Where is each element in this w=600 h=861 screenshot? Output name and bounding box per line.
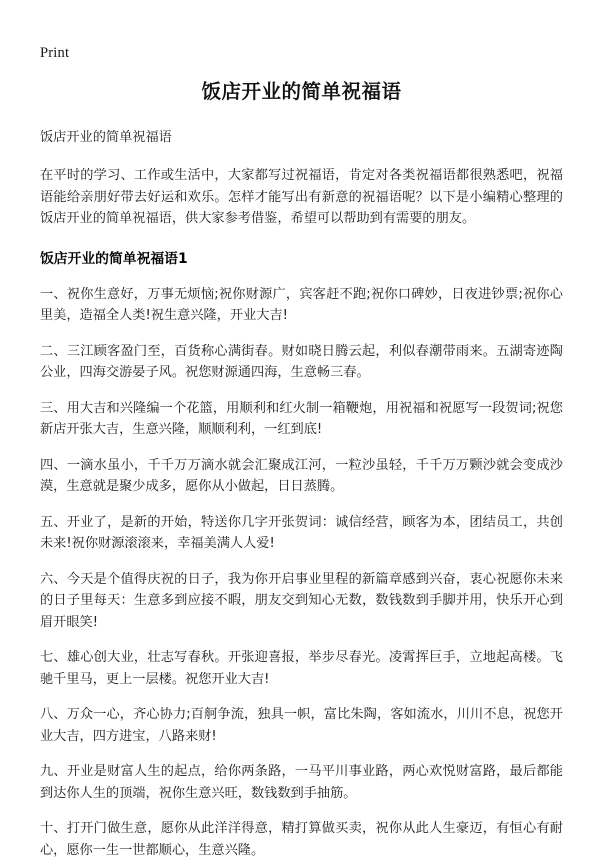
list-item: 一、祝你生意好，万事无烦恼;祝你财源广，宾客赶不跑;祝你口碑妙，日夜进钞票;祝你心里美，造福全人类!祝生意兴隆，开业大吉! [40,284,563,327]
list-item: 九、开业是财富人生的起点，给你两条路，一马平川事业路，两心欢悦财富路，最后都能到达你人生的顶端，祝你生意兴旺，数钱数到手抽筋。 [40,761,563,804]
list-item: 六、今天是个值得庆祝的日子，我为你开启事业里程的新篇章感到兴奋，衷心祝愿你未来的日子里每天：生意多到应接不暇，朋友交到知心无数，数钱数到手脚并用，快乐开心到眉开眼笑! [40,569,563,634]
print-link[interactable]: Print [40,45,69,61]
document-subtitle: 饭店开业的简单祝福语 [40,128,563,148]
list-item: 十、打开门做生意，愿你从此洋洋得意，精打算做买卖，祝你从此人生豪迈，有恒心有耐心，愿你一生一世都顺心，生意兴隆。 [40,818,563,861]
list-item: 四、一滴水虽小，千千万万滴水就会汇聚成江河，一粒沙虽轻，千千万万颗沙就会变成沙漠，生意就是聚少成多，愿你从小做起，日日蒸腾。 [40,455,563,498]
document-content [40,78,563,861]
list-item: 二、三江顾客盈门至，百货称心满街春。财如晓日腾云起，利似春潮带雨来。五湖寄迹陶公业，四海交游晏子风。祝您财源通四海，生意畅三春。 [40,341,563,384]
list-item: 七、雄心创大业，壮志写春秋。开张迎喜报，举步尽春光。凌霄挥巨手，立地起高楼。飞驰千里马，更上一层楼。祝您开业大吉! [40,647,563,690]
intro-paragraph: 在平时的学习、工作或生活中，大家都写过祝福语，肯定对各类祝福语都很熟悉吧，祝福语能给亲朋好带去好运和欢乐。怎样才能写出有新意的祝福语呢？以下是小编精心整理的饭店开业的简单祝福语，供大家参考借鉴，希望可以帮助到有需要的朋友。 [40,165,563,230]
list-item: 八、万众一心，齐心协力;百舸争流，独具一帜，富比朱陶，客如流水，川川不息，祝您开业大吉，四方进宝，八路来财! [40,704,563,747]
print-bar [40,42,69,62]
page-title: 饭店开业的简单祝福语 [40,78,563,106]
blessing-list [40,284,563,861]
list-item: 五、开业了，是新的开始，特送你几字开张贺词：诚信经营，顾客为本，团结员工，共创未来!祝你财源滚滚来，幸福美满人人爱! [40,512,563,555]
list-item: 三、用大吉和兴隆编一个花篮，用顺利和红火制一箱鞭炮，用祝福和祝愿写一段贺词;祝您新店开张大吉，生意兴隆，顺顺利利，一红到底! [40,398,563,441]
section-heading: 饭店开业的简单祝福语1 [40,249,563,269]
